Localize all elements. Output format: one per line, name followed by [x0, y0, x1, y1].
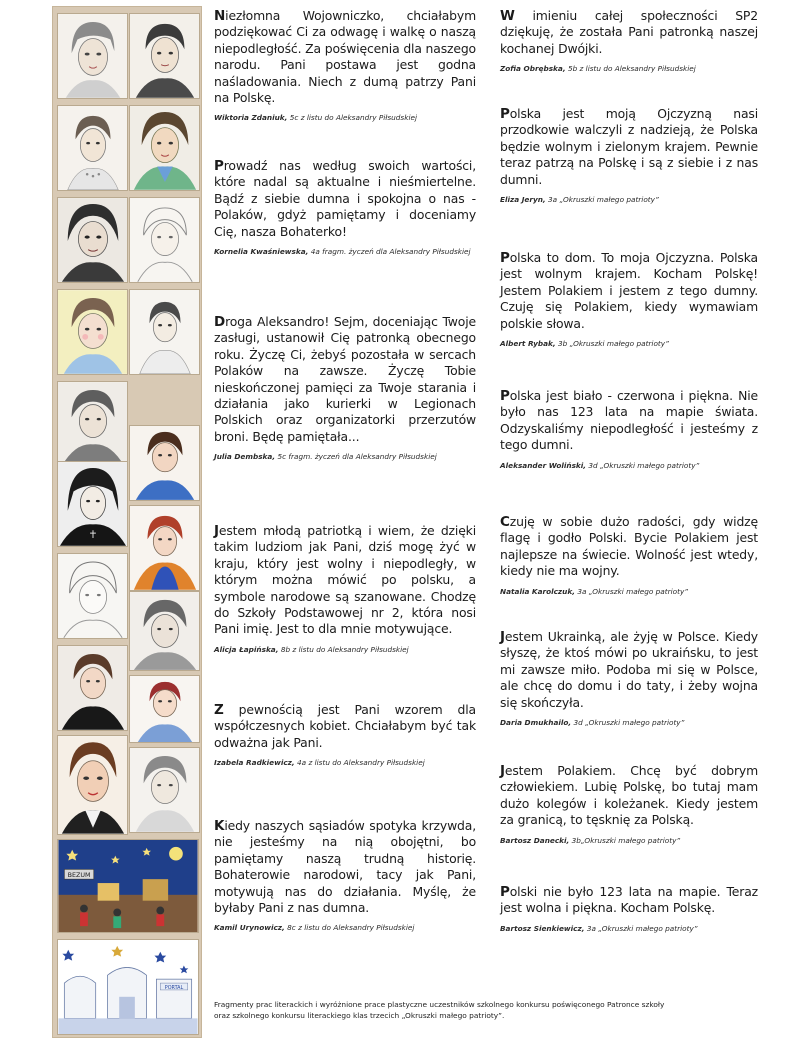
quote-author: [214, 113, 476, 123]
portrait-drawing: [129, 425, 200, 501]
author-source: 3a „Okruszki małego patrioty”: [586, 923, 698, 933]
drop-cap-letter: D: [214, 314, 226, 330]
station-sign: BEZUM: [67, 872, 91, 880]
quote-author: [500, 924, 758, 934]
drop-cap-letter: N: [214, 8, 226, 24]
quote-block: [214, 702, 476, 768]
church-drawing: [57, 939, 199, 1035]
quote-block: [500, 106, 758, 205]
author-source: 5b z listu do Aleksandry Piłsudskiej: [567, 64, 696, 74]
quote-block: [214, 523, 476, 655]
quote-author: [500, 718, 758, 728]
drop-cap-letter: J: [214, 523, 219, 539]
quote-author: [500, 339, 758, 349]
drop-cap-letter: K: [214, 818, 225, 834]
quote-author: [500, 64, 758, 74]
portrait-strip: [52, 6, 202, 1038]
quote-author: [500, 461, 758, 471]
quote-text: Niezłomna Wojowniczko, chciałabym podziękować Ci za odwagę i walkę o naszą niepodległość. Za poświęcenia dla naszego narodu. Pani postawa jest godna naśladowania. Niech z dumą patrzy Pani na Polskę.: [214, 8, 476, 106]
author-source: 3a „Okruszki małego patrioty”: [577, 586, 689, 596]
quote-text: Polski nie było 123 lata na mapie. Teraz jest wolna i piękna. Kocham Polskę.: [500, 884, 758, 916]
drop-cap-letter: P: [500, 250, 510, 266]
footnote: [206, 999, 766, 1021]
portrait-drawing: [57, 553, 128, 639]
building-sign: PORTAL: [164, 984, 184, 991]
author-name: Aleksander Woliński,: [500, 460, 587, 470]
portrait-drawing: [129, 505, 200, 591]
quote-text: Polska to dom. To moja Ojczyzna. Polska jest wolnym krajem. Kocham Polskę! Jestem Polakiem i jestem z tego dumny. Czuję się Polakiem, kiedy wymawiam polskie słowa.: [500, 250, 758, 331]
author-name: Daria Dmukhailo,: [500, 718, 572, 728]
quote-text: Czuję w sobie dużo radości, gdy widzę flagę i godło Polski. Bycie Polakiem jest najlepsze na świecie. Wolność jest wtedy, kiedy nie ma wojny.: [500, 514, 758, 579]
portrait-drawing: [129, 289, 200, 375]
author-name: Izabela Radkiewicz,: [214, 758, 295, 768]
author-source: 8b z listu do Aleksandry Piłsudskiej: [280, 644, 409, 654]
quote-text: Droga Aleksandro! Sejm, doceniając Twoje zasługi, ustanowił Cię patronką obecnego roku. Życzę Ci, żebyś pozostała w sercach Polaków na zawsze. Życzę Tobie nieskończonej pamięci za Twoje starania i działania jako kurierki w Legionach Polskich oraz organizatorki przerzutów broni. Będę pamiętała...: [214, 314, 476, 444]
quote-block: [500, 629, 758, 728]
quote-author: [500, 587, 758, 597]
quote-author: [214, 247, 476, 257]
footnote-line: Fragmenty prac literackich i wyróżnione prace plastyczne uczestników szkolnego konkursu poświęconego Patronce szkoły: [214, 1000, 665, 1009]
quote-author: [214, 645, 476, 655]
drop-cap-letter: C: [500, 514, 510, 530]
author-name: Albert Rybak,: [500, 339, 556, 349]
quote-text: Jestem Polakiem. Chcę być dobrym człowiekiem. Lubię Polskę, bo tutaj mam dużo kolegów i koleżanek. Kiedy jestem za granicą, to tęsknię za Polską.: [500, 763, 758, 828]
portrait-drawing: [57, 381, 128, 467]
quote-block: [500, 763, 758, 846]
footnote-line: oraz szkolnego konkursu literackiego klas trzecich „Okruszki małego patrioty”.: [214, 1011, 505, 1020]
quote-text: Jestem młodą patriotką i wiem, że dzięki takim ludziom jak Pani, dziś mogę żyć w kraju, który jest wolny i niepodległy, w którym można mówić po polsku, a symbole narodowe są szanowane. Chodzę do Szkoły Podstawowej nr 2, która nosi Pani imię. Jest to dla mnie motywujące.: [214, 523, 476, 637]
author-source: 3b „Okruszki małego patrioty”: [557, 339, 669, 349]
portrait-drawing: [57, 735, 128, 835]
quote-block: [500, 388, 758, 471]
quote-text: Prowadź nas według swoich wartości, które nadal są aktualne i nieśmiertelne. Bądź z siebie dumna i spokojna o nas - Polaków, gdyż pamiętamy i doceniamy Cię, nasza Bohaterko!: [214, 158, 476, 239]
quote-block: [214, 8, 476, 123]
portrait-drawing: [129, 591, 200, 671]
drop-cap-letter: J: [500, 763, 505, 779]
portrait-drawing: [129, 197, 200, 283]
quote-block: [214, 158, 476, 257]
quote-author: [500, 836, 758, 846]
quote-author: [500, 195, 758, 205]
quote-author: [214, 758, 476, 768]
author-source: 3a „Okruszki małego patrioty”: [548, 195, 659, 205]
portrait-drawing: [129, 675, 200, 743]
author-name: Eliza Jeryn,: [500, 195, 546, 205]
night-town-drawing: [57, 839, 199, 933]
author-source: 4a z listu do Aleksandry Piłsudskiej: [297, 758, 425, 768]
quote-text: Polska jest biało - czerwona i piękna. Nie było nas 123 lata na mapie świata. Odzyskaliśmy niepodległość i jesteśmy z tego dumni.: [500, 388, 758, 453]
drop-cap-letter: Z: [214, 702, 224, 718]
drop-cap-letter: P: [500, 388, 510, 404]
drop-cap-letter: P: [214, 158, 224, 174]
quote-block: [500, 8, 758, 74]
author-source: 8c z listu do Aleksandry Piłsudskiej: [287, 923, 415, 933]
portrait-drawing: [57, 289, 128, 375]
author-name: Alicja Łapińska,: [214, 644, 279, 654]
portrait-drawing: [57, 645, 128, 731]
quote-block: [500, 884, 758, 934]
author-name: Zofia Obrębska,: [500, 64, 566, 74]
drop-cap-letter: J: [500, 629, 505, 645]
quote-text: Jestem Ukrainką, ale żyję w Polsce. Kiedy słyszę, że ktoś mówi po ukraińsku, to jest mi zawsze miło. Podoba mi się w Polsce, ale chcę do domu i do taty, i żeby wojna się skończyła.: [500, 629, 758, 710]
portrait-drawing: [57, 105, 128, 191]
portrait-drawing: [57, 461, 128, 547]
quote-text: Z pewnością jest Pani wzorem dla współczesnych kobiet. Chciałabym być tak odważna jak Pani.: [214, 702, 476, 750]
quote-block: [500, 514, 758, 597]
drop-cap-letter: P: [500, 106, 510, 122]
quote-block: [214, 818, 476, 933]
author-name: Bartosz Danecki,: [500, 835, 570, 845]
author-name: Kamil Urynowicz,: [214, 923, 285, 933]
quote-block: [500, 250, 758, 349]
quote-block: [214, 314, 476, 462]
drop-cap-letter: W: [500, 8, 515, 24]
quote-text: Polska jest moją Ojczyzną nasi przodkowie walczyli z nadzieją, że Polska będzie wolnym i zielonym krajem. Pewnie teraz patrzą na Polskę i są z siebie i z nas dumni.: [500, 106, 758, 187]
author-source: 4a fragm. życzeń dla Aleksandry Piłsudskiej: [310, 247, 471, 257]
portrait-drawing: [129, 747, 200, 833]
quote-author: [214, 923, 476, 933]
quote-author: [214, 452, 476, 462]
portrait-drawing: [129, 13, 200, 99]
author-source: 3b„Okruszki małego patrioty”: [571, 835, 681, 845]
portrait-drawing: [129, 105, 200, 191]
author-name: Julia Dembska,: [214, 452, 276, 462]
author-source: 5c fragm. życzeń dla Aleksandry Piłsudskiej: [277, 452, 437, 462]
author-source: 5c z listu do Aleksandry Piłsudskiej: [289, 113, 418, 123]
author-name: Natalia Karolczuk,: [500, 586, 575, 596]
quote-text: Kiedy naszych sąsiadów spotyka krzywda, nie jesteśmy na nią obojętni, bo pamiętamy naszą trudną historię. Bohaterowie narodowi, tacy jak Pani, motywują nas do działania. Myślę, że byłaby Pani z nas dumna.: [214, 818, 476, 916]
author-source: 3d „Okruszki małego patrioty”: [573, 718, 685, 728]
drop-cap-letter: P: [500, 884, 510, 900]
quote-text: W imieniu całej społeczności SP2 dziękuję, że została Pani patronką naszej kochanej Dwójki.: [500, 8, 758, 56]
portrait-drawing: [57, 197, 128, 283]
portrait-drawing: [57, 13, 128, 99]
author-source: 3d „Okruszki małego patrioty”: [588, 460, 700, 470]
author-name: Wiktoria Zdaniuk,: [214, 113, 288, 123]
author-name: Kornelia Kwaśniewska,: [214, 247, 309, 257]
author-name: Bartosz Sienkiewicz,: [500, 923, 585, 933]
